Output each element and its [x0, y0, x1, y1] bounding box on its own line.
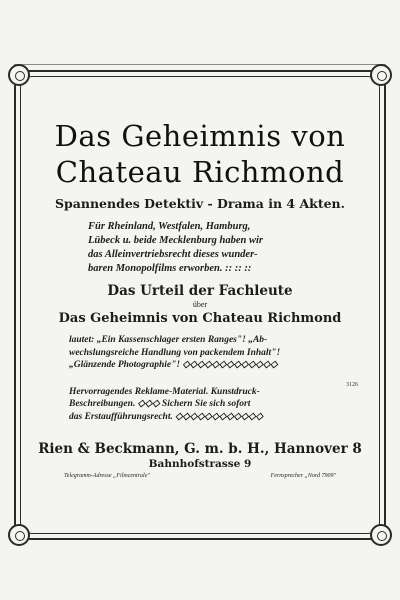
- film-title-small: Das Geheimnis von Chateau Richmond: [58, 311, 342, 326]
- company-name: Rien & Beckmann, G. m. b. H., Hannover 8: [38, 441, 362, 457]
- corner-ornament-icon: [8, 524, 30, 546]
- corner-ornament-icon: [8, 64, 30, 86]
- phone-number: Fernsprecher „Nord 7909": [270, 473, 336, 479]
- material-line: Hervorragendes Reklame-Material. Kunstdruck-: [69, 386, 260, 397]
- distribution-rights-text: [88, 220, 312, 276]
- telegram-address: Telegramm-Adresse „Filmcentrale": [64, 473, 150, 479]
- rights-line: Für Rheinland, Westfalen, Hamburg,: [88, 221, 251, 232]
- ad-title-line-2: Chateau Richmond: [55, 155, 345, 189]
- ad-title-line-1: Das Geheimnis von: [54, 119, 346, 153]
- quote-line: lautet: „Ein Kassenschlager ersten Ranges"! „Ab-: [69, 335, 268, 345]
- rights-line: das Alleinvertriebsrecht dieses wunder-: [88, 249, 258, 260]
- quote-line: wechslungsreiche Handlung von packendem Inhalt"!: [69, 347, 281, 358]
- material-line: Beschreibungen. ◇◇◇ Sichern Sie sich sofort: [69, 399, 251, 409]
- corner-ornament-icon: [370, 524, 392, 546]
- material-line: das Erstaufführungsrecht. ◇◇◇◇◇◇◇◇◇◇◇◇: [69, 411, 263, 422]
- top-rule: [14, 64, 386, 65]
- rights-line: baren Monopolfilms erworben. :: :: ::: [88, 263, 252, 274]
- ad-subtitle: Spannendes Detektiv - Drama in 4 Akten.: [55, 196, 345, 211]
- critics-quote: [69, 334, 331, 372]
- corner-ornament-icon: [370, 64, 392, 86]
- street-address: Bahnhofstrasse 9: [148, 458, 252, 470]
- rights-line: Lübeck u. beide Mecklenburg haben wir: [88, 235, 263, 246]
- ueber-label: über: [192, 300, 208, 309]
- promotional-material-text: [69, 386, 331, 424]
- verdict-heading: Das Urteil der Fachleute: [107, 283, 293, 299]
- quote-line: „Glänzende Photographie"! ◇◇◇◇◇◇◇◇◇◇◇◇◇: [69, 360, 278, 370]
- contact-line: [34, 473, 366, 479]
- catalog-code: 3126: [346, 382, 358, 388]
- advertisement: [34, 118, 366, 528]
